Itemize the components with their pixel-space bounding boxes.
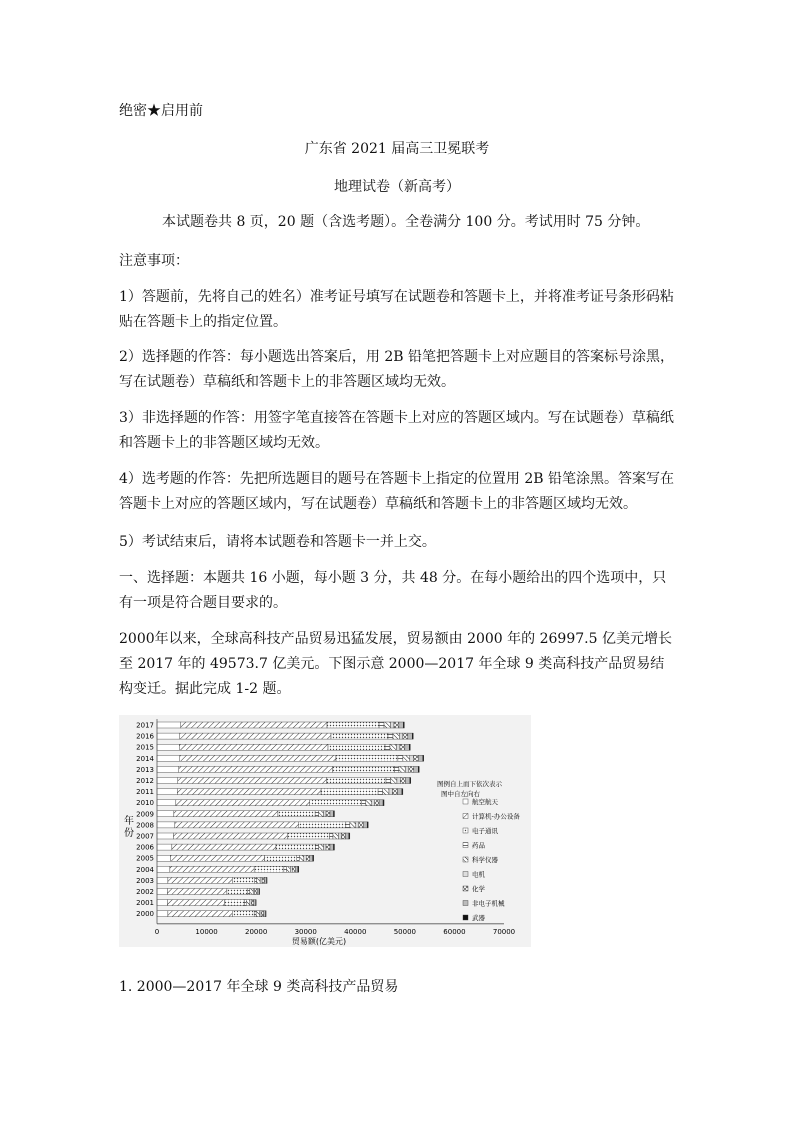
bar-segment bbox=[324, 811, 326, 817]
bar-segment bbox=[157, 900, 167, 906]
bar-segment bbox=[332, 766, 394, 772]
x-tick-label: 70000 bbox=[492, 927, 516, 936]
bar-segment bbox=[346, 822, 350, 828]
y-tick-label: 2010 bbox=[136, 799, 154, 808]
bar-segment bbox=[372, 800, 375, 806]
bar-segment bbox=[405, 766, 408, 772]
bar-segment bbox=[321, 789, 378, 795]
bar-segment bbox=[409, 766, 414, 772]
y-tick-label: 2002 bbox=[136, 888, 154, 896]
bar-segment bbox=[157, 789, 177, 795]
bar-segment bbox=[390, 778, 396, 784]
legend-swatch bbox=[463, 915, 468, 920]
bar-segment bbox=[157, 800, 176, 806]
bar-segment bbox=[306, 855, 309, 861]
bar-segment bbox=[313, 855, 314, 861]
bar-segment bbox=[157, 822, 175, 828]
bar-segment bbox=[341, 833, 345, 839]
bar-segment bbox=[244, 900, 246, 906]
bar-segment bbox=[390, 744, 396, 750]
bar-segment bbox=[385, 744, 390, 750]
bar-segment bbox=[157, 744, 179, 750]
bar-segment bbox=[181, 722, 327, 728]
bar-segment bbox=[298, 866, 299, 872]
bar-segment bbox=[379, 800, 383, 806]
bar-segment bbox=[400, 778, 405, 784]
bar-segment bbox=[409, 744, 410, 750]
bar-segment bbox=[157, 811, 174, 817]
bar-segment bbox=[399, 722, 403, 728]
bar-segment bbox=[224, 900, 244, 906]
x-tick-label: 60000 bbox=[443, 927, 466, 936]
bar-segment bbox=[333, 833, 338, 839]
bar-segment bbox=[157, 844, 172, 850]
bar-segment bbox=[246, 900, 249, 906]
bar-segment bbox=[157, 911, 168, 917]
bar-segment bbox=[304, 855, 306, 861]
x-tick-label: 20000 bbox=[245, 927, 268, 936]
bar-segment bbox=[330, 844, 333, 850]
exam-title: 广东省 2021 届高三卫冕联考 bbox=[304, 141, 490, 157]
bar-segment bbox=[265, 855, 297, 861]
bar-segment bbox=[315, 811, 318, 817]
y-tick-label: 2009 bbox=[136, 810, 154, 819]
bar-segment bbox=[254, 911, 256, 917]
bar-segment bbox=[310, 855, 313, 861]
bar-segment bbox=[414, 766, 418, 772]
bar-segment bbox=[362, 800, 366, 806]
bar-segment bbox=[345, 833, 348, 839]
bar-segment bbox=[259, 889, 260, 895]
secret-label: 绝密★启用前 bbox=[119, 103, 203, 119]
bar-segment bbox=[403, 755, 410, 761]
bar-segment bbox=[326, 811, 330, 817]
bar-segment bbox=[410, 755, 413, 761]
bar-segment bbox=[330, 811, 333, 817]
trade-structure-chart bbox=[119, 715, 531, 947]
legend-swatch bbox=[463, 828, 468, 833]
bar-segment bbox=[388, 733, 393, 739]
bar-segment bbox=[157, 855, 170, 861]
y-tick-label: 2015 bbox=[136, 743, 154, 752]
bar-segment bbox=[396, 744, 399, 750]
bar-segment bbox=[179, 744, 328, 750]
bar-segment bbox=[254, 866, 284, 872]
bar-segment bbox=[254, 900, 256, 906]
y-tick-label: 2007 bbox=[136, 832, 154, 841]
legend-swatch bbox=[463, 872, 468, 877]
bar-segment bbox=[262, 877, 264, 883]
bar-segment bbox=[157, 722, 181, 728]
note-item-2: 2）选择题的作答：每小题选出答案后，用 2B 铅笔把答题卡上对应题目的答案标号涂黑，写在试题卷）草稿纸和答题卡上的非答题区域均无效。 bbox=[119, 349, 675, 390]
bar-segment bbox=[356, 822, 359, 828]
y-tick-label: 2011 bbox=[136, 788, 154, 797]
bar-segment bbox=[383, 800, 384, 806]
bar-segment bbox=[410, 778, 411, 784]
bar-segment bbox=[350, 822, 356, 828]
bar-segment bbox=[157, 733, 180, 739]
legend-swatch bbox=[463, 843, 468, 848]
bar-segment bbox=[394, 766, 398, 772]
bar-segment bbox=[172, 844, 276, 850]
y-tick-label: 2006 bbox=[136, 843, 154, 852]
legend-label: 计算机-办公设备 bbox=[472, 812, 520, 821]
bar-segment bbox=[264, 911, 266, 917]
bar-segment bbox=[400, 744, 405, 750]
bar-segment bbox=[180, 755, 336, 761]
bar-segment bbox=[260, 911, 261, 917]
bar-segment bbox=[178, 778, 327, 784]
y-tick-label: 2014 bbox=[136, 754, 154, 763]
legend-label: 非电子机械 bbox=[472, 899, 505, 908]
bar-segment bbox=[267, 877, 268, 883]
bar-segment bbox=[392, 789, 397, 795]
bar-segment bbox=[418, 755, 422, 761]
legend-label: 电子通讯 bbox=[472, 827, 498, 835]
bar-segment bbox=[157, 755, 180, 761]
notes-heading: 注意事项： bbox=[119, 253, 189, 269]
x-tick-label: 40000 bbox=[344, 927, 367, 936]
bar-segment bbox=[333, 844, 334, 850]
bar-segment bbox=[253, 889, 254, 895]
bar-segment bbox=[327, 722, 379, 728]
bar-segment bbox=[278, 811, 315, 817]
bar-segment bbox=[375, 800, 379, 806]
bar-segment bbox=[319, 811, 324, 817]
y-tick-label: 2012 bbox=[136, 777, 154, 785]
bar-segment bbox=[418, 766, 419, 772]
bar-segment bbox=[398, 755, 403, 761]
legend-label: 科学仪器 bbox=[472, 856, 498, 864]
bar-segment bbox=[284, 866, 286, 872]
legend-label: 化学 bbox=[472, 885, 485, 893]
bar-segment bbox=[324, 844, 326, 850]
bar-segment bbox=[393, 733, 399, 739]
bar-segment bbox=[349, 833, 350, 839]
bar-segment bbox=[255, 877, 257, 883]
passage: 2000年以来，全球高科技产品贸易迅猛发展，贸易额由 2000 年的 26997.5 亿美元增长至 2017 年的 49573.7 亿美元。下图示意 2000—2017 年全球 9 类高科技产品贸易结构变迁。据此完成 1-2 题。 bbox=[119, 631, 672, 697]
bar-segment bbox=[408, 733, 412, 739]
bar-segment bbox=[170, 855, 264, 861]
legend-label: 航空航天 bbox=[472, 798, 498, 806]
bar-segment bbox=[179, 766, 333, 772]
bar-segment bbox=[250, 889, 253, 895]
bar-segment bbox=[366, 800, 372, 806]
bar-segment bbox=[295, 866, 297, 872]
bar-segment bbox=[287, 833, 329, 839]
note-item-5: 5）考试结束后，请将本试题卷和答题卡一并上交。 bbox=[119, 534, 436, 550]
bar-segment bbox=[248, 889, 250, 895]
bar-segment bbox=[399, 766, 405, 772]
exam-summary: 本试题卷共 8 页，20 题（含选考题）。全卷满分 100 分。考试用时 75 分钟。 bbox=[162, 214, 650, 230]
bar-segment bbox=[394, 722, 399, 728]
bar-segment bbox=[167, 889, 226, 895]
bar-segment bbox=[176, 800, 310, 806]
bar-segment bbox=[402, 789, 403, 795]
legend-label: 武器 bbox=[472, 914, 485, 922]
legend-title-1: 图例自上而下依次表示 bbox=[437, 780, 502, 788]
bar-segment bbox=[292, 866, 295, 872]
bar-segment bbox=[232, 911, 254, 917]
bar-segment bbox=[299, 855, 303, 861]
bar-segment bbox=[227, 889, 248, 895]
bar-segment bbox=[403, 722, 404, 728]
y-tick-label: 2017 bbox=[136, 721, 154, 730]
bar-segment bbox=[383, 789, 389, 795]
bar-segment bbox=[168, 877, 232, 883]
x-tick-label: 50000 bbox=[393, 927, 416, 936]
y-tick-label: 2016 bbox=[136, 732, 154, 741]
bar-segment bbox=[175, 822, 299, 828]
legend-label: 电机 bbox=[472, 870, 485, 879]
x-tick-label: 30000 bbox=[294, 927, 317, 936]
legend-label: 药品 bbox=[472, 841, 485, 850]
bar-segment bbox=[386, 778, 390, 784]
bar-segment bbox=[256, 900, 257, 906]
y-tick-label: 2001 bbox=[136, 899, 154, 908]
bar-segment bbox=[336, 755, 398, 761]
note-item-1: 1）答题前，先将自己的姓名）准考证号填写在试题卷和答题卡上，并将准考证号条形码粘贴在答题卡上的指定位置。 bbox=[119, 289, 674, 330]
bar-segment bbox=[403, 733, 408, 739]
bar-segment bbox=[331, 733, 388, 739]
bar-segment bbox=[257, 889, 259, 895]
y-tick-label: 2005 bbox=[136, 854, 154, 863]
bar-segment bbox=[290, 866, 292, 872]
bar-segment bbox=[266, 911, 267, 917]
section-intro: 一、选择题：本题共 16 小题，每小题 3 分，共 48 分。在每小题给出的四个选项中，只有一项是符合题目要求的。 bbox=[119, 570, 667, 611]
bar-segment bbox=[232, 877, 254, 883]
question-1: 1. 2000—2017 年全球 9 类高科技产品贸易 bbox=[119, 979, 399, 995]
exam-subtitle: 地理试卷（新高考） bbox=[334, 179, 460, 195]
y-tick-label: 2004 bbox=[136, 865, 154, 874]
legend-swatch bbox=[463, 799, 468, 804]
bar-segment bbox=[390, 722, 393, 728]
note-item-3: 3）非选择题的作答：用签字笔直接答在答题卡上对应的答题区域内。写在试题卷）草稿纸和答题卡上的非答题区域均无效。 bbox=[119, 410, 674, 451]
legend-swatch bbox=[463, 886, 468, 891]
bar-segment bbox=[167, 900, 224, 906]
legend-swatch bbox=[463, 857, 468, 862]
bar-segment bbox=[255, 889, 257, 895]
bar-segment bbox=[333, 811, 334, 817]
bar-segment bbox=[297, 855, 299, 861]
bar-segment bbox=[256, 911, 259, 917]
bar-segment bbox=[257, 877, 260, 883]
bar-segment bbox=[173, 833, 287, 839]
bar-segment bbox=[276, 844, 316, 850]
bar-segment bbox=[157, 889, 167, 895]
bar-segment bbox=[412, 733, 413, 739]
x-axis-label: 贸易额(亿美元) bbox=[291, 937, 347, 946]
bar-segment bbox=[397, 789, 401, 795]
bar-segment bbox=[286, 866, 290, 872]
bar-segment bbox=[177, 789, 321, 795]
bar-segment bbox=[405, 744, 409, 750]
bar-segment bbox=[384, 722, 390, 728]
bar-segment bbox=[157, 778, 178, 784]
x-tick-label: 0 bbox=[154, 927, 160, 936]
chart-svg bbox=[119, 715, 531, 947]
bar-segment bbox=[316, 844, 319, 850]
bar-segment bbox=[299, 822, 346, 828]
bar-segment bbox=[367, 822, 368, 828]
bar-segment bbox=[174, 811, 278, 817]
bar-segment bbox=[397, 778, 400, 784]
bar-segment bbox=[157, 833, 173, 839]
y-tick-label: 2003 bbox=[136, 876, 154, 885]
bar-segment bbox=[327, 778, 386, 784]
bar-segment bbox=[363, 822, 367, 828]
bar-segment bbox=[157, 866, 170, 872]
bar-segment bbox=[168, 911, 232, 917]
bar-segment bbox=[379, 722, 384, 728]
y-axis-label: 年份 bbox=[121, 815, 133, 839]
bar-segment bbox=[326, 844, 330, 850]
y-tick-label: 2008 bbox=[136, 821, 154, 830]
bar-segment bbox=[310, 800, 362, 806]
bar-segment bbox=[405, 778, 409, 784]
bar-segment bbox=[261, 911, 263, 917]
bar-segment bbox=[157, 766, 179, 772]
bar-segment bbox=[250, 900, 251, 906]
legend-title-2: 图中自左向右 bbox=[441, 790, 480, 798]
bar-segment bbox=[423, 755, 424, 761]
y-tick-label: 2000 bbox=[136, 910, 154, 919]
bar-segment bbox=[399, 733, 402, 739]
bar-segment bbox=[260, 877, 262, 883]
bar-segment bbox=[413, 755, 418, 761]
bar-segment bbox=[378, 789, 382, 795]
x-tick-label: 10000 bbox=[195, 927, 218, 936]
bar-segment bbox=[157, 877, 168, 883]
legend-swatch bbox=[463, 901, 468, 906]
bar-segment bbox=[389, 789, 392, 795]
y-tick-label: 2013 bbox=[136, 765, 154, 774]
bar-segment bbox=[180, 733, 331, 739]
bar-segment bbox=[265, 877, 267, 883]
bar-segment bbox=[170, 866, 254, 872]
bar-segment bbox=[330, 833, 333, 839]
bar-segment bbox=[338, 833, 341, 839]
bar-segment bbox=[251, 900, 253, 906]
bar-segment bbox=[319, 844, 324, 850]
note-item-4: 4）选考题的作答：先把所选题目的题号在答题卡上指定的位置用 2B 铅笔涂黑。答案写在答题卡上对应的答题区域内，写在试题卷）草稿纸和答题卡上的非答题区域均无效。 bbox=[119, 471, 675, 512]
legend-swatch bbox=[463, 814, 468, 819]
bar-segment bbox=[328, 744, 385, 750]
bar-segment bbox=[359, 822, 363, 828]
